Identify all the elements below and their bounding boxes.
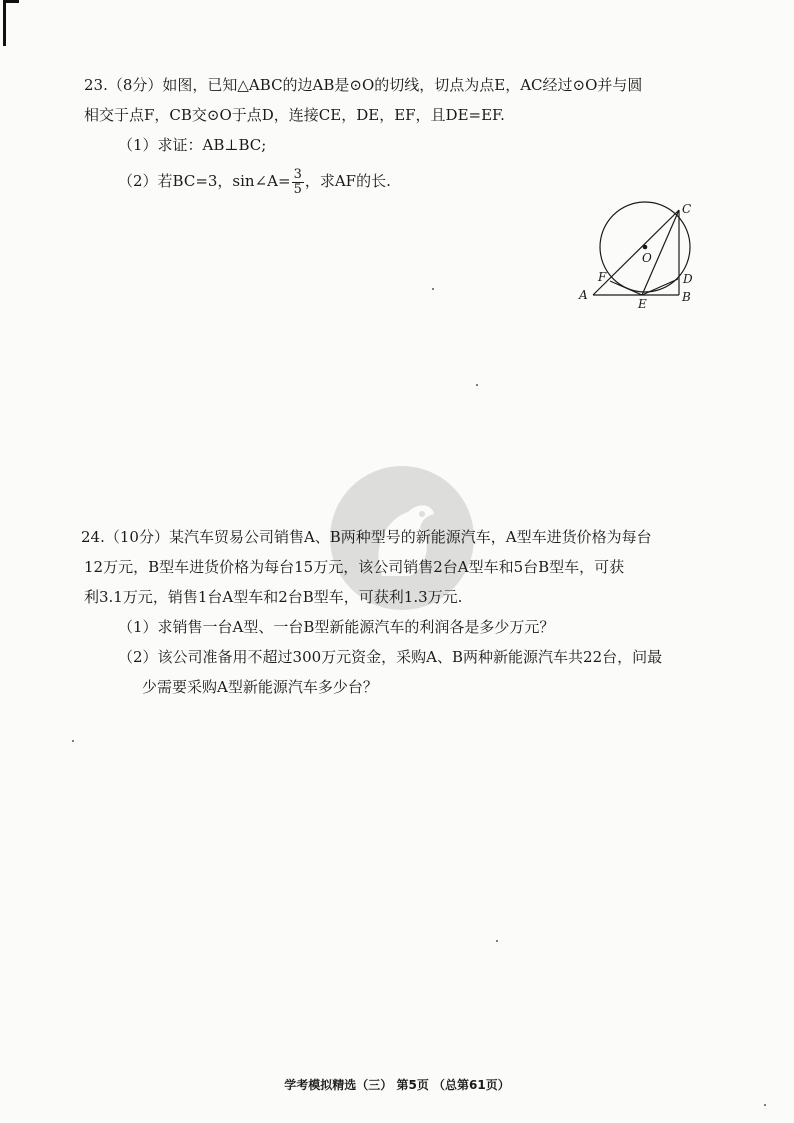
problem-23	[84, 70, 704, 197]
label-b: B	[682, 290, 691, 304]
label-f: F	[598, 270, 607, 284]
label-e: E	[638, 297, 647, 310]
problem-24-line-3: 利3.1万元，销售1台A型车和2台B型车，可获利1.3万元.	[84, 588, 463, 606]
scan-speck	[476, 384, 478, 386]
label-c: C	[682, 202, 692, 216]
problem-24-part-2-line-1: （2）该公司准备用不超过300万元资金，采购A、B两种新能源汽车共22台，问最	[118, 648, 663, 666]
problem-24-line-2: 12万元，B型车进货价格为每台15万元，该公司销售2台A型车和5台B型车，可获	[84, 558, 625, 576]
scan-edge-mark-top	[3, 0, 19, 3]
problem-23-line-2: 相交于点F，CB交⊙O于点D，连接CE，DE，EF，且DE=EF.	[84, 106, 505, 124]
page-footer: 学考模拟精选（三） 第5页 （总第61页）	[284, 1078, 510, 1092]
problem-23-part-1: （1）求证：AB⊥BC;	[118, 136, 267, 154]
fraction-three-fifths	[292, 168, 304, 197]
label-o: O	[642, 251, 652, 265]
scan-speck	[432, 288, 434, 290]
problem-23-part-2	[84, 166, 704, 197]
fraction-denominator: 5	[293, 181, 302, 197]
scan-speck	[72, 740, 74, 742]
part-2-text-before: （2）若BC=3，sin∠A=	[118, 172, 291, 190]
problem-23-line-1: 23.（8分）如图，已知△ABC的边AB是⊙O的切线，切点为点E，AC经过⊙O并与圆	[84, 76, 643, 94]
problem-24-line-1: 24.（10分）某汽车贸易公司销售A、B两种型号的新能源汽车，A型车进货价格为每台	[81, 528, 652, 546]
label-a: A	[579, 288, 588, 302]
problem-24	[81, 522, 704, 702]
fraction-numerator: 3	[293, 166, 302, 182]
center-point-o	[643, 245, 648, 250]
problem-24-part-1: （1）求销售一台A型、一台B型新能源汽车的利润各是多少万元？	[118, 618, 555, 636]
problem-24-part-2-line-2: 少需要采购A型新能源汽车多少台？	[142, 678, 378, 696]
scan-speck	[496, 940, 498, 942]
scan-speck	[764, 1104, 766, 1106]
part-2-text-after: ，求AF的长.	[304, 172, 391, 190]
label-d: D	[683, 272, 693, 286]
scan-edge-mark	[3, 0, 6, 46]
line-ef	[610, 281, 642, 295]
geometry-figure	[570, 195, 710, 310]
